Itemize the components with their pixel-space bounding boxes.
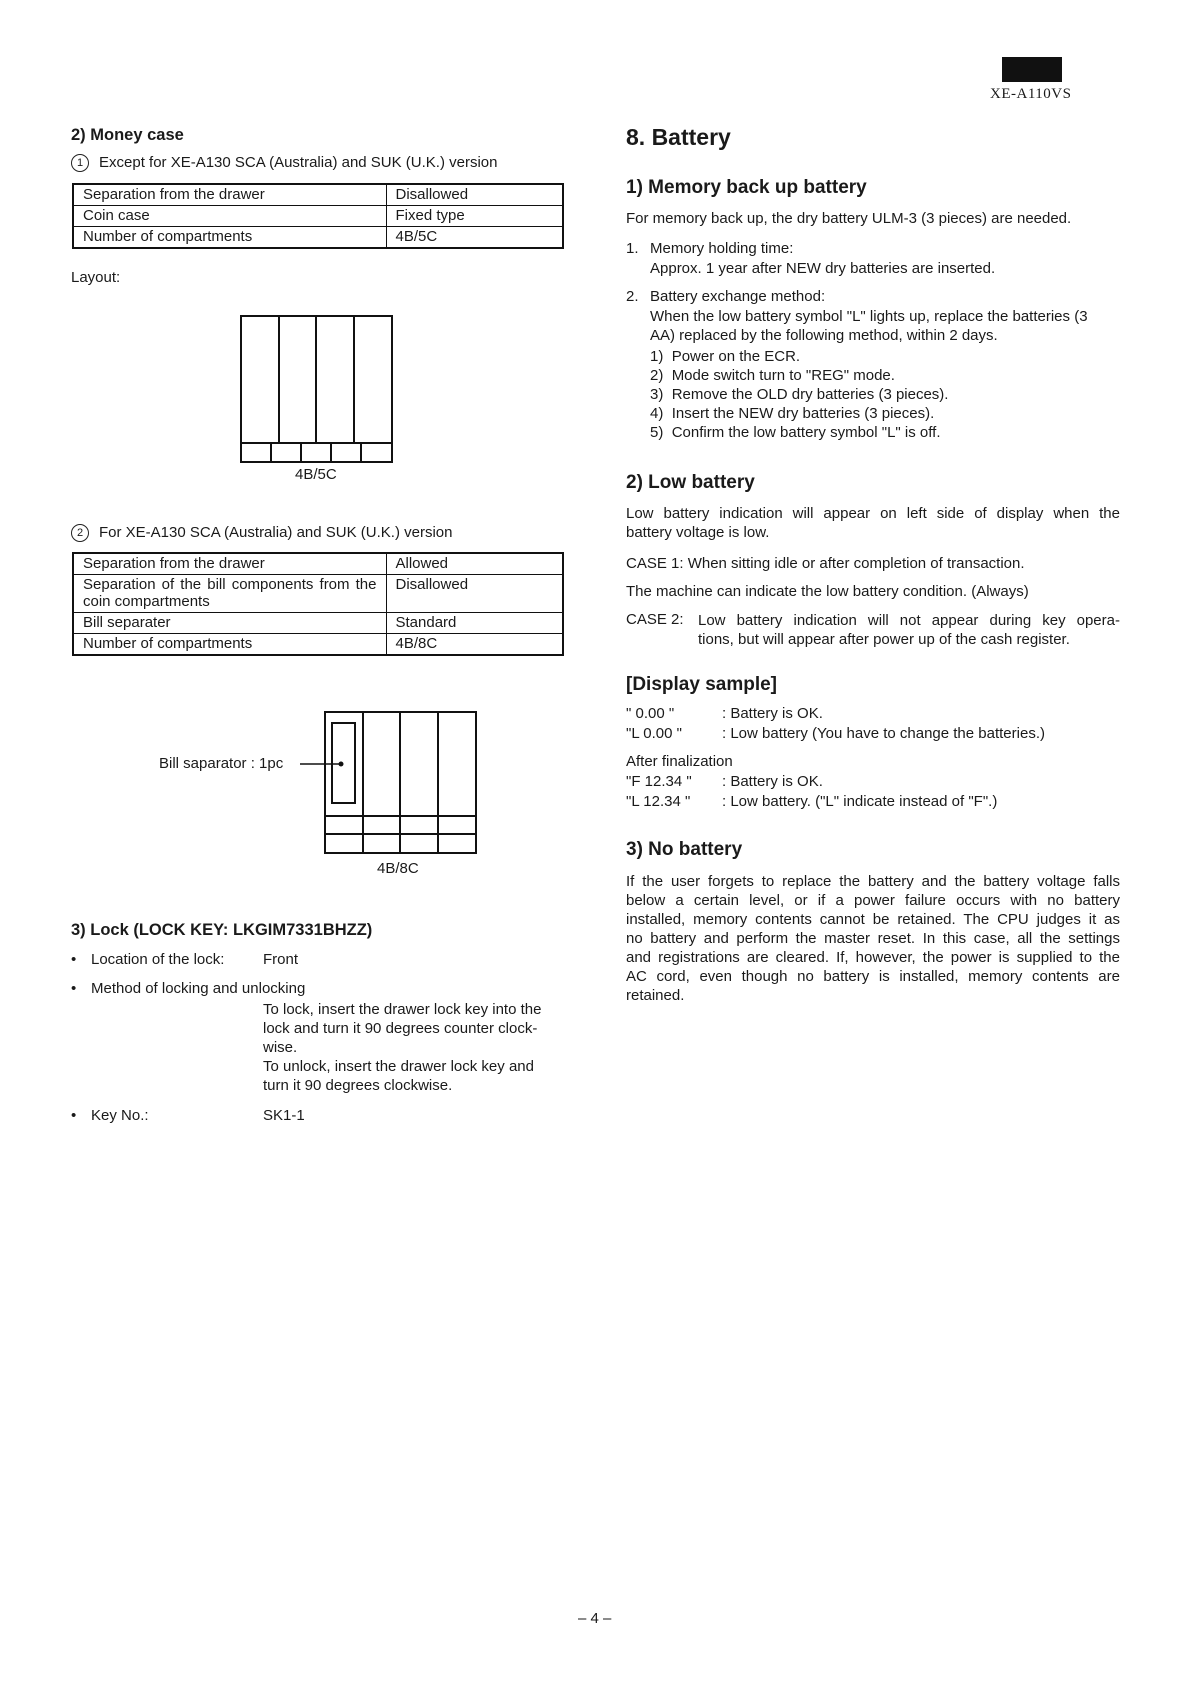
no-battery-line: below a certain level, or if a power failure occurs with no battery xyxy=(626,892,1120,909)
low-battery-case1-note: The machine can indicate the low battery condition. (Always) xyxy=(626,583,1029,600)
battery-steps xyxy=(650,347,948,442)
lock-title: 3) Lock (LOCK KEY: LKGIM7331BHZZ) xyxy=(71,921,373,939)
lock-method-text xyxy=(263,1000,565,1095)
bill-separator-label: Bill saparator : 1pc xyxy=(159,755,284,772)
memory-item-1-label: Memory holding time: xyxy=(650,240,794,257)
memory-item-2-line: AA) replaced by the following method, within 2 days. xyxy=(650,327,998,344)
lock-method-line: To unlock, insert the drawer lock key and xyxy=(263,1058,534,1075)
money-case-title: 2) Money case xyxy=(71,126,184,144)
table-cell-value: Allowed xyxy=(386,553,563,575)
battery-title: 8. Battery xyxy=(626,124,731,150)
diagram-4b5c-caption: 4B/5C xyxy=(295,466,337,483)
no-battery-line: no battery and perform the master reset. In this case, all the settings xyxy=(626,930,1120,947)
battery-step: 5) Confirm the low battery symbol "L" is off. xyxy=(650,424,941,441)
low-battery-case2-line: tions, but will appear after power up of the cash register. xyxy=(698,631,1070,648)
no-battery-title: 3) No battery xyxy=(626,839,743,860)
memory-item-2-num: 2. xyxy=(626,288,639,305)
lock-method-line: lock and turn it 90 degrees counter clock- xyxy=(263,1020,538,1037)
no-battery-line: and registrations are cleared. If, however, the power is supplied to the xyxy=(626,949,1120,966)
table-cell-label: Separation from the drawer xyxy=(73,553,386,575)
display-code: "L 0.00 " xyxy=(626,725,682,742)
table-cell-value: 4B/5C xyxy=(386,227,563,249)
memory-item-1-num: 1. xyxy=(626,240,639,257)
table-cell-label: Coin case xyxy=(73,206,386,227)
lock-method-label: • Method of locking and unlocking xyxy=(91,980,305,997)
display-code: "F 12.34 " xyxy=(626,773,692,790)
table-cell-label: Number of compartments xyxy=(73,634,386,656)
table-cell-value: 4B/8C xyxy=(386,634,563,656)
diagram-4b8c-caption: 4B/8C xyxy=(377,860,419,877)
table-cell-value: Disallowed xyxy=(386,575,563,613)
memory-item-2-label: Battery exchange method: xyxy=(650,288,826,305)
table-cell-label: Separation from the drawer xyxy=(73,184,386,206)
table-cell-label: Bill separater xyxy=(73,613,386,634)
display-desc: : Battery is OK. xyxy=(722,773,823,790)
display-desc: : Low battery (You have to change the batteries.) xyxy=(722,725,1045,742)
low-battery-intro-line: Low battery indication will appear on left side of display when the xyxy=(626,505,1120,522)
battery-step: 1) Power on the ECR. xyxy=(650,348,801,365)
lock-method-line: wise. xyxy=(263,1039,298,1056)
table-cell-value: Fixed type xyxy=(386,206,563,227)
display-desc: : Battery is OK. xyxy=(722,705,823,722)
money-case-1-label: Except for XE-A130 SCA (Australia) and SUK (U.K.) version xyxy=(99,154,498,171)
memory-backup-title: 1) Memory back up battery xyxy=(626,177,867,198)
low-battery-title: 2) Low battery xyxy=(626,472,755,493)
lock-location-label: • Location of the lock: xyxy=(91,951,224,968)
model-number: XE-A110VS xyxy=(990,86,1072,102)
circled-number-2: 2 xyxy=(71,524,89,542)
lock-keyno-value: SK1-1 xyxy=(263,1107,305,1124)
money-case-2-label: For XE-A130 SCA (Australia) and SUK (U.K.) version xyxy=(99,524,453,541)
bill-separator-leader-dot xyxy=(339,762,344,767)
low-battery-intro xyxy=(626,504,1120,542)
low-battery-case2-text xyxy=(698,611,1120,649)
display-after-finalization: After finalization xyxy=(626,753,733,770)
display-desc: : Low battery. ("L" indicate instead of "F".) xyxy=(722,793,998,810)
circled-number-1: 1 xyxy=(71,154,89,172)
lock-method-line: To lock, insert the drawer lock key into the xyxy=(263,1001,542,1018)
memory-item-2-line: When the low battery symbol "L" lights up, replace the batteries (3 xyxy=(650,308,1088,325)
memory-item-1-detail: Approx. 1 year after NEW dry batteries are inserted. xyxy=(650,260,996,277)
table-cell-label: Separation of the bill components from the coin compartments xyxy=(73,575,386,613)
lock-method-line: turn it 90 degrees clockwise. xyxy=(263,1077,453,1094)
layout-label: Layout: xyxy=(71,269,121,286)
low-battery-case1: CASE 1: When sitting idle or after completion of transaction. xyxy=(626,555,1025,572)
memory-item-2-text xyxy=(650,307,1120,345)
lock-location-value: Front xyxy=(263,951,299,968)
low-battery-case2-label: CASE 2: xyxy=(626,611,684,628)
battery-step: 3) Remove the OLD dry batteries (3 pieces). xyxy=(650,386,949,403)
memory-backup-intro: For memory back up, the dry battery ULM-3 (3 pieces) are needed. xyxy=(626,210,1072,227)
table-cell-label: Number of compartments xyxy=(73,227,386,249)
bill-separator-shape xyxy=(332,723,355,803)
battery-step: 4) Insert the NEW dry batteries (3 pieces). xyxy=(650,405,935,422)
display-code: "L 12.34 " xyxy=(626,793,691,810)
low-battery-intro-line: battery voltage is low. xyxy=(626,524,770,541)
display-sample-title: [Display sample] xyxy=(626,674,777,695)
lock-keyno-label: • Key No.: xyxy=(91,1107,149,1124)
table-cell-value: Standard xyxy=(386,613,563,634)
no-battery-line: installed, memory contents cannot be retained. The CPU judges it as xyxy=(626,911,1120,928)
display-code: " 0.00 " xyxy=(626,705,675,722)
table-cell-value: Disallowed xyxy=(386,184,563,206)
battery-step: 2) Mode switch turn to "REG" mode. xyxy=(650,367,895,384)
no-battery-line: If the user forgets to replace the battery and the battery voltage falls xyxy=(626,873,1120,890)
no-battery-line: AC cord, even though no battery is installed, memory contents are xyxy=(626,968,1120,985)
page-number: – 4 – xyxy=(578,1610,612,1627)
no-battery-line: retained. xyxy=(626,987,685,1004)
no-battery-text xyxy=(626,872,1120,1005)
low-battery-case2-line: Low battery indication will not appear during key opera- xyxy=(698,612,1120,629)
